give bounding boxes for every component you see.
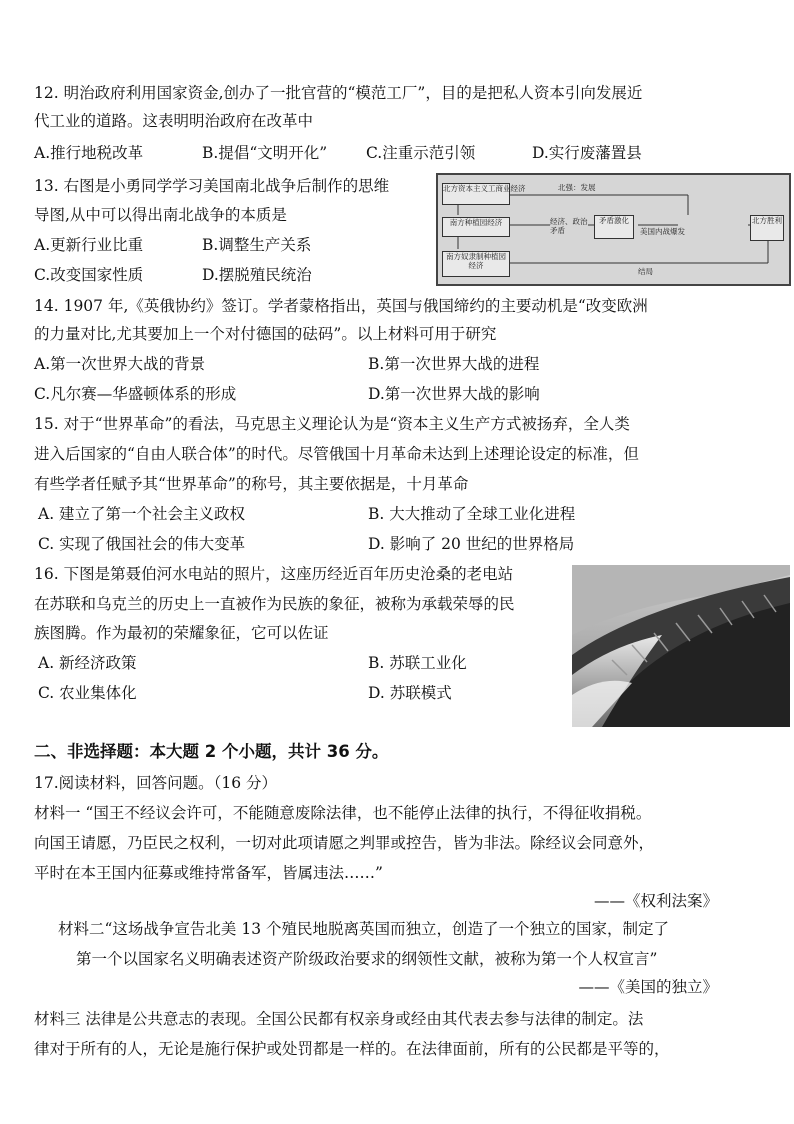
q17-material3-line2: 律对于所有的人，无论是施行保护或处罚都是一样的。在法律面前，所有的公民都是平等的， (34, 1040, 670, 1058)
q17-material2-line2: 第一个以国家名义明确表述资产阶级政治要求的纲领性文献，被称为第一个人权宣言” (76, 950, 658, 968)
q15-stem-line2: 进入后国家的“自由人联合体”的时代。尽管俄国十月革命未达到上述理论设定的标准，但 (34, 445, 639, 463)
q13-option-d[interactable]: D.摆脱殖民统治 (202, 266, 312, 284)
q17-material1-line2: 向国王请愿，乃臣民之权利，一切对此项请愿之判罪或控告，皆为非法。除经议会同意外， (34, 834, 655, 852)
q16-option-b[interactable]: B. 苏联工业化 (368, 654, 467, 672)
mind-map-box-result: 北方胜利 (750, 215, 784, 241)
q16-option-d[interactable]: D. 苏联模式 (368, 684, 452, 702)
dam-photo (572, 565, 790, 727)
q16-stem-line2: 在苏联和乌克兰的历史上一直被作为民族的象征，被称为承载荣辱的民 (34, 595, 515, 613)
q15-option-d[interactable]: D. 影响了 20 世纪的世界格局 (368, 535, 575, 553)
q12-option-a[interactable]: A.推行地税改革 (34, 144, 144, 162)
q17-material2-source: ——《美国的独立》 (578, 978, 718, 996)
q12-stem-line1: 12. 明治政府利用国家资金,创办了一批官营的“模范工厂”，目的是把私人资本引向发展近 (34, 84, 643, 102)
q15-option-c[interactable]: C. 实现了俄国社会的伟大变革 (38, 535, 246, 553)
q15-option-b[interactable]: B. 大大推动了全球工业化进程 (368, 505, 576, 523)
q12-option-d[interactable]: D.实行废藩置县 (532, 144, 642, 162)
q16-option-c[interactable]: C. 农业集体化 (38, 684, 137, 702)
q12-option-c[interactable]: C.注重示范引领 (366, 144, 476, 162)
mind-map-box-slavery: 南方奴隶制种植园经济 (442, 251, 510, 277)
q14-option-d[interactable]: D.第一次世界大战的影响 (368, 385, 540, 403)
q17-intro: 17.阅读材料，回答问题。（16 分） (34, 774, 278, 792)
q17-material1-source: ——《权利法案》 (593, 892, 718, 910)
mind-map-box-north: 北方资本主义工商业经济 (442, 183, 510, 205)
q13-stem-line1: 13. 右图是小勇同学学习美国南北战争后制作的思维 (34, 177, 390, 195)
q15-option-a[interactable]: A. 建立了第一个社会主义政权 (38, 505, 246, 523)
q17-material3-line1: 材料三 法律是公共意志的表现。全国公民都有权亲身或经由其代表去参与法律的制定。法 (34, 1010, 644, 1028)
q14-stem-line1: 14. 1907 年,《英俄协约》签订。学者蒙格指出，英国与俄国缔约的主要动机是“改变欧洲 (34, 297, 648, 315)
q16-option-a[interactable]: A. 新经济政策 (38, 654, 137, 672)
section-2-heading: 二、非选择题：本大题 2 个小题，共计 36 分。 (34, 742, 389, 761)
q14-option-a[interactable]: A.第一次世界大战的背景 (34, 355, 206, 373)
mind-map-box-conflict: 矛盾激化 (594, 215, 634, 239)
q13-stem-line2: 导图,从中可以得出南北战争的本质是 (34, 206, 287, 224)
q17-material2-line1: 材料二“这场战争宣告北美 13 个殖民地脱离英国而独立，创造了一个独立的国家，制定了 (58, 920, 670, 938)
q17-material1-line3: 平时在本王国内征募或维持常备军，皆属违法……” (34, 864, 383, 882)
mind-map-bottom-label: 结局 (638, 267, 653, 276)
q15-stem-line1: 15. 对于“世界革命”的看法，马克思主义理论认为是“资本主义生产方式被扬弃，全人类 (34, 415, 630, 433)
mind-map-top-label: 北强：发展 (558, 183, 596, 192)
mind-map-figure (436, 173, 791, 286)
q14-option-c[interactable]: C.凡尔赛—华盛顿体系的形成 (34, 385, 237, 403)
q13-option-b[interactable]: B.调整生产关系 (202, 236, 312, 254)
q13-option-a[interactable]: A.更新行业比重 (34, 236, 144, 254)
q13-option-c[interactable]: C.改变国家性质 (34, 266, 144, 284)
q12-stem-line2: 代工业的道路。这表明明治政府在改革中 (34, 112, 314, 130)
mind-map-middle-label-3: 美国内战爆发 (640, 227, 685, 236)
q12-option-b[interactable]: B.提倡“文明开化” (202, 144, 328, 162)
q16-stem-line1: 16. 下图是第聂伯河水电站的照片，这座历经近百年历史沧桑的老电站 (34, 565, 514, 583)
q15-stem-line3: 有些学者任赋予其“世界革命”的称号，其主要依据是，十月革命 (34, 475, 469, 493)
dam-photo-drawing (572, 565, 790, 727)
mind-map-box-south: 南方种植园经济 (442, 217, 510, 237)
q14-option-b[interactable]: B.第一次世界大战的进程 (368, 355, 540, 373)
q16-stem-line3: 族图腾。作为最初的荣耀象征，它可以佐证 (34, 624, 329, 642)
mind-map-middle-label-2: 经济、政治矛盾 (550, 217, 588, 235)
q17-material1-line1: 材料一 “国王不经议会许可，不能随意废除法律，也不能停止法律的执行，不得征收捐税。 (34, 804, 652, 822)
q14-stem-line2: 的力量对比,尤其要加上一个对付德国的砝码”。以上材料可用于研究 (34, 325, 497, 343)
